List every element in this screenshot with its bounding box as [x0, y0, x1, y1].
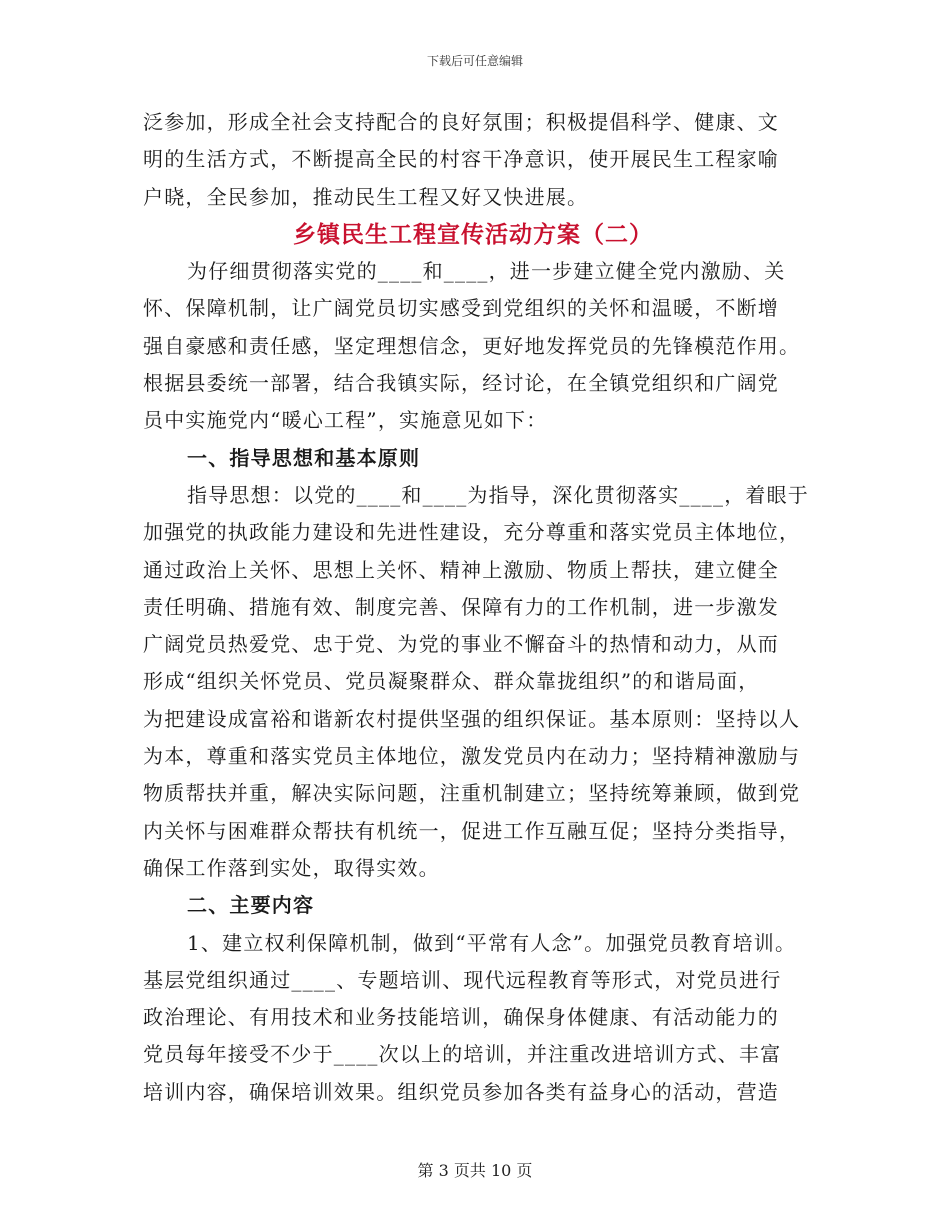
paragraph-line: 党员每年接受不少于____次以上的培训，并注重改进培训方式、丰富: [143, 1042, 782, 1067]
paragraph-line: 形成“组织关怀党员、党员凝聚群众、群众靠拢组织”的和谐局面，: [143, 669, 760, 694]
paragraph-line: 培训内容，确保培训效果。组织党员参加各类有益身心的活动，营造: [143, 1079, 779, 1104]
page-header: 下载后可任意编辑: [426, 54, 523, 68]
paragraph-line: 根据县委统一部署，结合我镇实际，经讨论，在全镇党组织和广阔党: [143, 371, 779, 396]
paragraph-line: 为把建设成富裕和谐新农村提供坚强的组织保证。基本原则：坚持以人: [143, 706, 801, 731]
paragraph-line: 泛参加，形成全社会支持配合的良好氛围；积极提倡科学、健康、文: [143, 110, 779, 134]
section-heading: 二、主要内容: [187, 893, 315, 918]
document-body: [143, 104, 843, 1111]
paragraph-line: 强自豪感和责任感，坚定理想信念，更好地发挥党员的先锋模范作用。: [143, 333, 801, 358]
paragraph-line: 政治理论、有用技术和业务技能培训，确保身体健康、有活动能力的: [143, 1005, 779, 1030]
section-heading: 一、指导思想和基本原则: [187, 445, 421, 470]
paragraph-line: 明的生活方式，不断提高全民的村容干净意识，使开展民生工程家喻: [143, 147, 779, 172]
paragraph-line: 基层党组织通过____、专题培训、现代远程教育等形式，对党员进行: [143, 967, 782, 992]
paragraph-line: 通过政治上关怀、思想上关怀、精神上激励、物质上帮扶，建立健全: [143, 557, 779, 582]
paragraph-line: 广阔党员热爱党、忠于党、为党的事业不懈奋斗的热情和动力，从而: [143, 632, 779, 657]
page-number: 第 3 页共 10 页: [417, 1161, 533, 1180]
paragraph-line: 员中实施党内“暖心工程”，实施意见如下：: [143, 408, 548, 433]
paragraph-first-line: 1、建立权利保障机制，做到“平常有人念”。加强党员教育培训。: [187, 930, 797, 955]
section-title: 乡镇民生工程宣传活动方案（二）: [293, 220, 653, 248]
paragraph-first-line: 为仔细贯彻落实党的____和____，进一步建立健全党内激励、关: [187, 259, 786, 284]
paragraph-line: 怀、保障机制，让广阔党员切实感受到党组织的关怀和温暖，不断增: [143, 296, 779, 321]
paragraph-first-line: 指导思想：以党的____和____为指导，深化贯彻落实____，着眼于: [187, 482, 809, 507]
paragraph-line: 为本，尊重和落实党员主体地位，激发党员内在动力；坚持精神激励与: [143, 744, 801, 769]
paragraph-line: 户晓，全民参加，推动民生工程又好又快进展。: [143, 184, 589, 209]
paragraph-line: 责任明确、措施有效、制度完善、保障有力的工作机制，进一步激发: [143, 594, 779, 619]
paragraph-line: 物质帮扶并重，解决实际问题，注重机制建立；坚持统筹兼顾，做到党: [143, 781, 801, 806]
paragraph-line: 内关怀与困难群众帮扶有机统一，促进工作互融互促；坚持分类指导，: [143, 818, 801, 843]
paragraph-line: 确保工作落到实处，取得实效。: [143, 855, 440, 880]
paragraph-line: 加强党的执政能力建设和先进性建设，充分尊重和落实党员主体地位，: [143, 520, 801, 545]
